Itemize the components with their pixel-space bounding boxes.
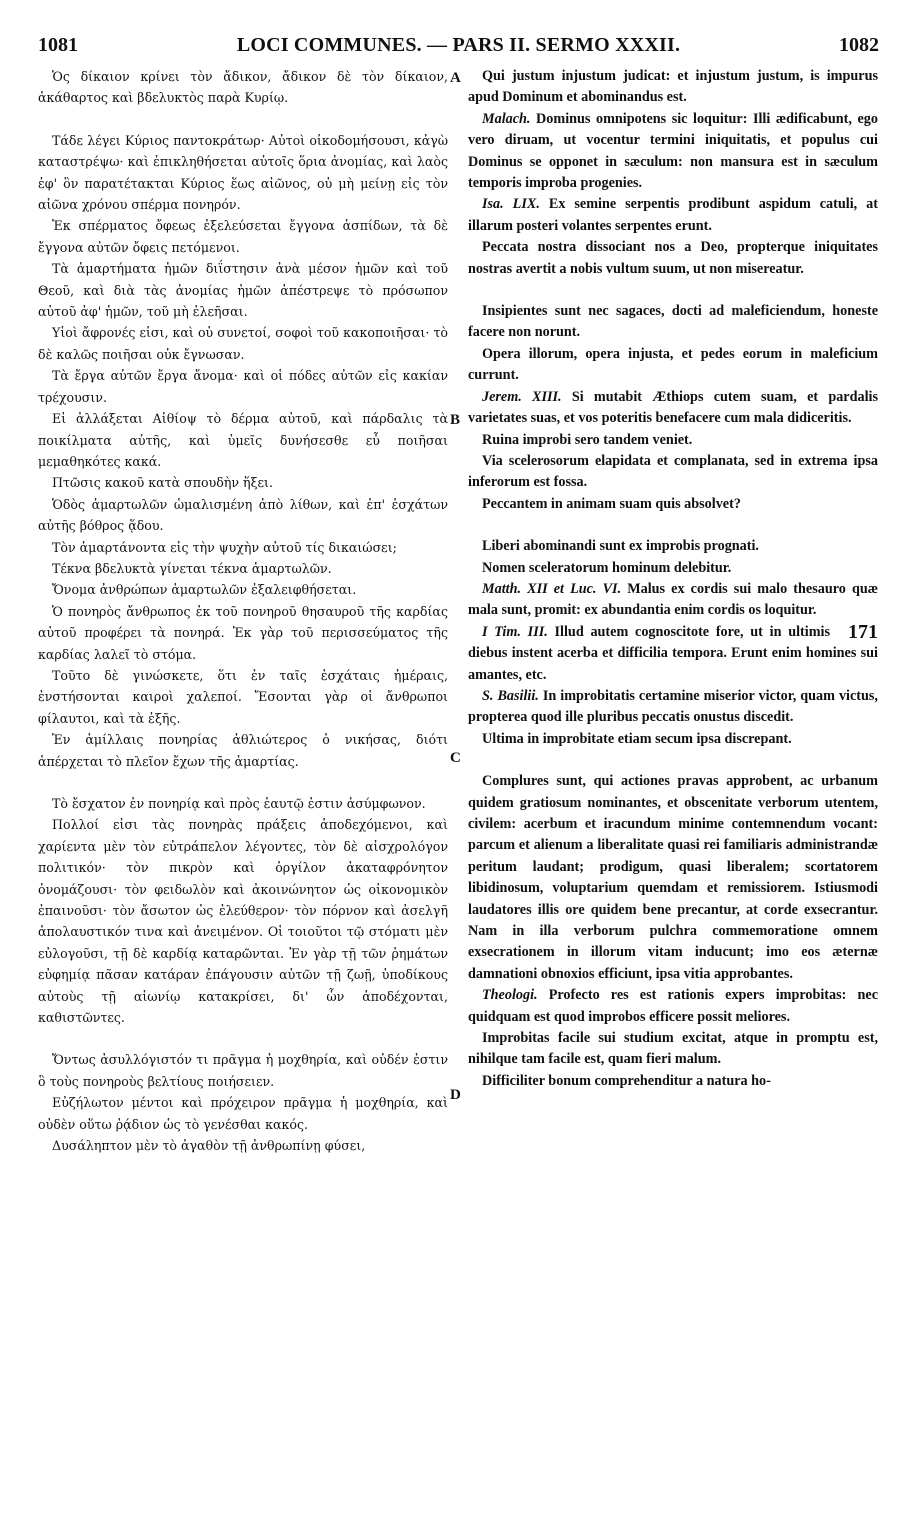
- latin-paragraph: [468, 985, 878, 1028]
- greek-paragraph: Υἱοὶ ἄφρονές εἰσι, καὶ οὐ συνετοί, σοφοὶ τοῦ κακοποιῆσαι· τὸ δὲ καλῶς ποιῆσαι οὐκ ἔγνωσαν.: [38, 325, 448, 362]
- margin-letter-b: B: [450, 412, 461, 428]
- citation-reference: S. Basilii.: [482, 687, 539, 704]
- side-column-number: 171: [848, 620, 878, 643]
- greek-paragraph: Ὁδὸς ἁμαρτωλῶν ὡμαλισμένη ἀπὸ λίθων, καὶ ἐπ' ἐσχάτων αὐτῆς βόθρος ᾅδου.: [38, 496, 448, 534]
- latin-text: Qui justum injustum judicat: et injustum justum, is impurus apud Dominum et abominandus est.: [468, 68, 878, 106]
- citation-reference: Jerem. XIII.: [482, 388, 562, 405]
- greek-paragraph: Πολλοί εἰσι τὰς πονηρὰς πράξεις ἀποδεχόμενοι, καὶ χαρίεντα μὲν τὸν εὐτράπελον λέγοντες, τὸν δὲ αἰσχρολόγον πολιτικόν· τὸν πικρὸν καὶ ὀργίλον ἀκαταφρόνητον ὀνομάζουσι· τὸν φειδωλὸν καὶ ἀκοινώνητον ὡς οἰκονομικὸν ἐπαινοῦσι· τὸν ἄσωτον ὡς ἐλεύθερον· τὸν πόρνον καὶ ἀσελγῆ ἀπολαυστικόν τινα καὶ ἀνειμένον. Οἱ τοιοῦτοι τῷ στόματι μὲν εὐλογοῦσι, τῇ δὲ καρδίᾳ καταρῶνται. Ἐν γὰρ τῇ τῶν ῥημάτων εὐφημίᾳ πᾶσαν κατάραν ἐπάγουσιν αὐτῶν τῇ ζωῇ, ὑποδίκους αὐτοὺς τῇ αἰωνίῳ κατακρίσει, δι' ὧν ἀποδέχονται, καθιστῶντες.: [38, 817, 448, 1026]
- latin-text: Malus ex cordis sui malo thesauro quæ mala sunt, promit: ex abundantia enim cordis os loquitur.: [468, 580, 878, 619]
- latin-paragraph: [468, 622, 878, 686]
- latin-text: Via scelerosorum elapidata et complanata, sed in extrema ipsa inferorum est fossa.: [468, 452, 878, 491]
- greek-paragraph: Τὰ ἁμαρτήματα ἡμῶν διΐστησιν ἀνὰ μέσον ἡμῶν καὶ τοῦ Θεοῦ, καὶ διὰ τὰς ἀνομίας ἡμῶν ἀπέστρεψε τὸ πρόσωπον αὐτοῦ ἀφ' ἡμῶν, τοῦ μὴ ἐλεῆσαι.: [38, 261, 448, 320]
- greek-paragraph: Τάδε λέγει Κύριος παντοκράτωρ· Αὐτοὶ οἰκοδομήσουσι, κἀγὼ καταστρέψω· καὶ ἐπικληθήσεται αὐτοῖς ὅρια ἀνομίας, καὶ λαὸς ἐφ' ὃν παρατέτακται Κύριος ἕως αἰῶνος, οὐ μὴ μείνῃ εἰς τὸν αἰῶνα χρόνου σπέρμα πονηρόν.: [38, 132, 448, 213]
- citation-reference: Theologi.: [482, 987, 538, 1004]
- greek-paragraph: Ἐν ἁμίλλαις πονηρίας ἀθλιώτερος ὁ νικήσας, διότι ἀπέρχεται τὸ πλεῖον ἔχων τῆς ἁμαρτίας.: [38, 732, 448, 769]
- latin-paragraph: [468, 109, 878, 195]
- latin-paragraph: [468, 344, 878, 387]
- latin-paragraph: [468, 237, 878, 280]
- latin-text: Difficiliter bonum comprehenditur a natura ho-: [482, 1072, 771, 1089]
- margin-letter-a: A: [450, 70, 461, 86]
- latin-paragraph: [468, 451, 878, 494]
- latin-paragraph: [468, 494, 878, 515]
- paragraph-gap: [38, 109, 448, 130]
- paragraph-gap: [468, 515, 878, 536]
- greek-paragraph: Πτῶσις κακοῦ κατὰ σπουδὴν ἥξει.: [52, 475, 273, 491]
- latin-paragraph: [468, 729, 878, 750]
- latin-paragraph: [468, 1028, 878, 1071]
- latin-text: Peccantem in animam suam quis absolvet?: [482, 495, 741, 512]
- latin-paragraph: [468, 686, 878, 729]
- greek-paragraph: Ὄντως ἀσυλλόγιστόν τι πρᾶγμα ἡ μοχθηρία, καὶ οὐδέν ἐστιν ὃ τοὺς πονηροὺς βελτίους ποιήσειεν.: [38, 1052, 448, 1089]
- latin-text: Illud autem cognoscitote fore, ut in ultimis diebus instent acerba et difficilia tempora. Erunt enim homines sui amantes, etc.: [468, 623, 878, 683]
- margin-letter-d: D: [450, 1087, 461, 1103]
- latin-text: Opera illorum, opera injusta, et pedes eorum in maleficium currunt.: [468, 345, 878, 384]
- citation-reference: I Tim. III.: [482, 623, 548, 640]
- latin-paragraph: [468, 66, 878, 109]
- latin-paragraph: [468, 558, 878, 579]
- latin-paragraph: [468, 771, 878, 985]
- latin-text: Improbitas facile sui studium excitat, atque in promptu est, nihilque tam facile est, quam fieri malum.: [468, 1030, 878, 1068]
- latin-text: Ruina improbi sero tandem veniet.: [482, 431, 693, 448]
- running-title: LOCI COMMUNES. — PARS II. SERMO XXXII.: [236, 34, 681, 56]
- latin-text: Ex semine serpentis prodibunt aspidum catuli, at illarum posteri volantes serpentes erunt.: [468, 196, 878, 234]
- greek-paragraph: Ἐκ σπέρματος ὄφεως ἐξελεύσεται ἔγγονα ἀσπίδων, τὰ δὲ ἔγγονα αὐτῶν ὄφεις πετόμενοι.: [38, 218, 448, 255]
- latin-paragraph: [468, 579, 878, 622]
- greek-paragraph: Τοῦτο δὲ γινώσκετε, ὅτι ἐν ταῖς ἐσχάταις ἡμέραις, ἐνστήσονται καιροὶ χαλεποί. Ἔσονται γὰρ οἱ ἄνθρωποι φίλαυτοι, καὶ τὰ ἑξῆς.: [38, 667, 448, 726]
- greek-paragraph: Τὰ ἔργα αὐτῶν ἔργα ἄνομα· καὶ οἱ πόδες αὐτῶν εἰς κακίαν τρέχουσιν.: [38, 368, 448, 405]
- latin-text: Peccata nostra dissociant nos a Deo, propterque iniquitates nostras avertit a nobis vultum suum, ut non misereatur.: [468, 239, 878, 277]
- latin-text: Nomen sceleratorum hominum delebitur.: [482, 559, 732, 576]
- latin-column: [468, 66, 878, 1092]
- greek-paragraph: Ὁ πονηρὸς ἄνθρωπος ἐκ τοῦ πονηροῦ θησαυροῦ τῆς καρδίας αὐτοῦ προφέρει τὰ πονηρά. Ἐκ γὰρ τοῦ περισσεύματος τῆς καρδίας λαλεῖ τὸ στόμα.: [38, 603, 448, 662]
- greek-paragraph: Δυσάληπτον μὲν τὸ ἀγαθὸν τῇ ἀνθρωπίνῃ φύσει,: [52, 1138, 366, 1154]
- greek-paragraph: Εἰ ἀλλάξεται Αἰθίοψ τὸ δέρμα αὐτοῦ, καὶ πάρδαλις τὰ ποικίλματα αὐτῆς, καὶ ὑμεῖς δυνήσεσθε εὖ ποιῆσαι μεμαθηκότες κακά.: [38, 411, 448, 469]
- greek-paragraph: Τὸν ἁμαρτάνοντα εἰς τὴν ψυχὴν αὐτοῦ τίς δικαιώσει;: [52, 539, 397, 555]
- latin-paragraph: [468, 301, 878, 344]
- latin-paragraph: [468, 194, 878, 237]
- paragraph-gap: [38, 1028, 448, 1049]
- greek-paragraph: Ὄνομα ἀνθρώπων ἁμαρτωλῶν ἐξαλειφθήσεται.: [52, 582, 357, 598]
- greek-paragraph: Τὸ ἔσχατον ἐν πονηρίᾳ καὶ πρὸς ἑαυτῷ ἐστιν ἀσύμφωνον.: [52, 796, 426, 811]
- latin-paragraph: [468, 387, 878, 430]
- greek-column: [38, 66, 448, 1157]
- citation-reference: Malach.: [482, 110, 531, 127]
- latin-text: Ultima in improbitate etiam secum ipsa discrepant.: [482, 730, 792, 747]
- paragraph-gap: [38, 772, 448, 793]
- latin-paragraph: [468, 536, 878, 557]
- latin-text: Complures sunt, qui actiones pravas approbent, ac urbanum quidem gratiosum nominantes, et obscenitate verborum utentem, civilem: acerbum et iracundum minime contemnendum vocant: parcum et alienum a liberalitate quasi rei familiaris administrandæ peritum laudant; prodigum, quasi liberalem; scortatorem libidinosum, voluptarium quemdam et remissiorem. Istiusmodi laudatores illis ore quidem bene precantur, at corde exsecrantur. Nam in illa verborum pulchra commemoratione omnem exsecrationem in illorum vitam inducunt; imo eos æternæ damnationi obnoxios efficiunt, ipsa vitia approbantes.: [468, 773, 878, 982]
- margin-letter-c: C: [450, 750, 461, 766]
- latin-text: Profecto res est rationis expers improbitas: nec quidquam est quod improbos efficere possit meliores.: [468, 987, 878, 1025]
- page-header: [38, 34, 879, 66]
- citation-reference: Isa. LIX.: [482, 196, 540, 213]
- latin-paragraph: [468, 430, 878, 451]
- paragraph-gap: [468, 280, 878, 301]
- greek-paragraph: Εὐζήλωτον μέντοι καὶ πρόχειρον πρᾶγμα ἡ μοχθηρία, καὶ οὐδὲν οὕτω ῥᾴδιον ὡς τὸ γενέσθαι κακός.: [38, 1095, 448, 1132]
- latin-text: Insipientes sunt nec sagaces, docti ad maleficiendum, honeste facere non norunt.: [468, 303, 878, 341]
- left-page-number: 1081: [38, 34, 78, 56]
- greek-paragraph: Ὁς δίκαιον κρίνει τὸν ἄδικον, ἄδικον δὲ τὸν δίκαιον, ἀκάθαρτος καὶ βδελυκτὸς παρὰ Κυρίῳ.: [38, 69, 448, 106]
- right-page-number: 1082: [839, 34, 879, 56]
- latin-paragraph: [468, 1071, 878, 1092]
- paragraph-gap: [468, 750, 878, 771]
- latin-text: In improbitatis certamine miserior victor, quam victus, propterea quod ille pluribus peccatis onustus discedit.: [468, 687, 878, 726]
- latin-text: Dominus omnipotens sic loquitur: Illi ædificabunt, ego vero diruam, ut vocentur termini iniquitatis, et populus cui Dominus se opponet in sæculum: non mansura est in sæculum temporis improba progenies.: [468, 110, 878, 192]
- citation-reference: Matth. XII et Luc. VI.: [482, 580, 622, 597]
- latin-text: Liberi abominandi sunt ex improbis prognati.: [482, 538, 759, 555]
- greek-paragraph: Τέκνα βδελυκτὰ γίνεται τέκνα ἁμαρτωλῶν.: [52, 560, 332, 576]
- latin-text: Si mutabit Æthiops cutem suam, et pardalis varietates suas, et vos poteritis benefacere cum mala didiceritis.: [468, 388, 878, 427]
